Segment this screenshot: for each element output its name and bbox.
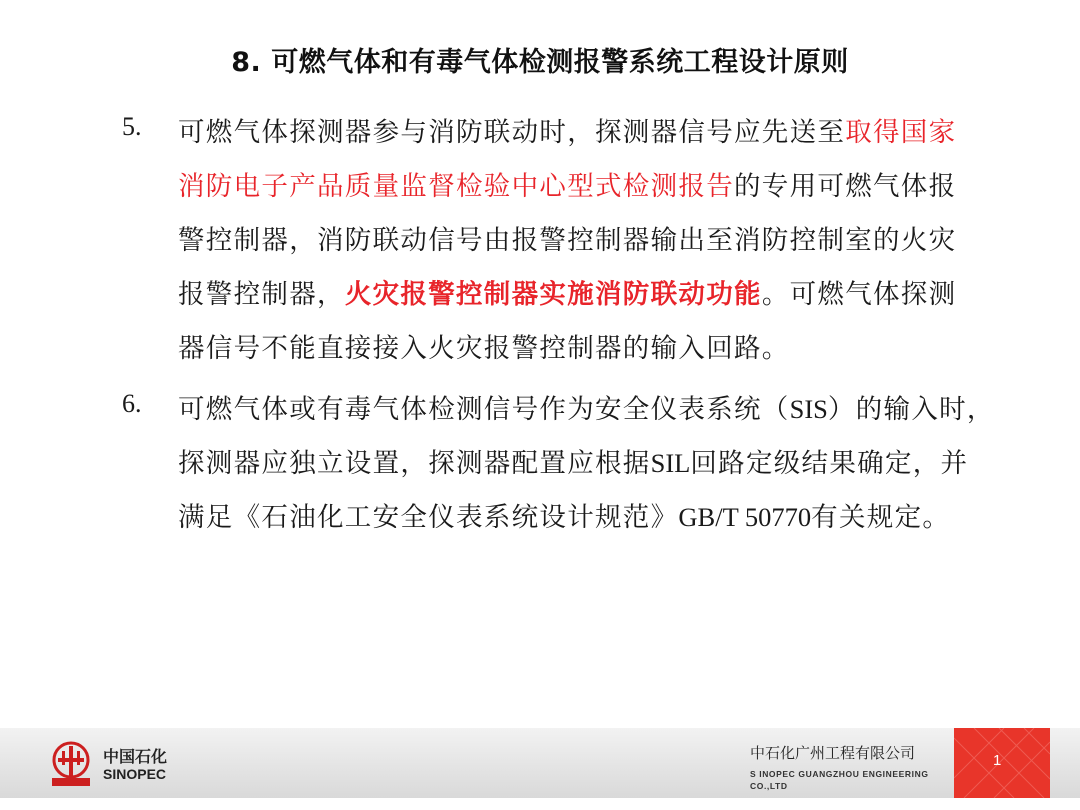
company-english-name bbox=[750, 768, 940, 792]
item5-line-3 bbox=[178, 218, 956, 257]
highlight-text: 消防电子产品质量监督检验中心型式检测报告 bbox=[178, 171, 734, 202]
item6-line-1 bbox=[178, 387, 995, 426]
company-english-line-1: S INOPEC GUANGZHOU ENGINEERING bbox=[750, 769, 929, 779]
sinopec-logo-icon bbox=[48, 740, 94, 790]
text-run: 器信号不能直接接入火灾报警控制器的输入回路。 bbox=[178, 333, 790, 364]
text-run: 。可燃气体探测 bbox=[761, 279, 957, 310]
text-run: 满足《石油化工安全仪表系统设计规范》 bbox=[178, 502, 679, 533]
text-run: SIL bbox=[650, 448, 691, 478]
item-number: 5. bbox=[122, 112, 142, 141]
text-run: 可燃气体探测器参与消防联动时，探测器信号应先送至 bbox=[178, 117, 846, 148]
text-run: 探测器应独立设置，探测器配置应根据 bbox=[178, 448, 651, 479]
item5-line-2 bbox=[178, 164, 956, 203]
highlight-bold-text: 火灾报警控制器实施消防联动功能 bbox=[344, 279, 762, 310]
company-english-line-2: CO.,LTD bbox=[750, 781, 788, 791]
item5-line-4 bbox=[178, 272, 956, 311]
text-run: GB/T 50770 bbox=[678, 502, 812, 532]
text-run: 回路定级结果确定，并 bbox=[690, 448, 969, 479]
footer-bar bbox=[0, 728, 1080, 798]
item5-line-1 bbox=[178, 110, 956, 149]
item6-line-2 bbox=[178, 441, 968, 480]
text-run: 报警控制器， bbox=[178, 279, 345, 310]
slide-title: 8. 可燃气体和有毒气体检测报警系统工程设计原则 bbox=[231, 47, 849, 78]
logo-english-name: SINOPEC bbox=[103, 766, 167, 782]
page-number: 1 bbox=[993, 752, 1002, 769]
text-run: SIS bbox=[789, 394, 828, 424]
text-run: ）的输入时， bbox=[827, 394, 995, 425]
page-number-tile bbox=[954, 728, 1050, 798]
tile-pattern-icon bbox=[954, 728, 1050, 798]
highlight-text: 取得国家 bbox=[845, 117, 957, 148]
item-number: 6. bbox=[122, 389, 142, 418]
company-chinese-name: 中石化广州工程有限公司 bbox=[750, 744, 916, 762]
logo-chinese-name: 中国石化 bbox=[103, 747, 168, 766]
text-run: 有关规定。 bbox=[811, 502, 951, 533]
text-run: 可燃气体或有毒气体检测信号作为安全仪表系统（ bbox=[178, 394, 790, 425]
item5-line-5 bbox=[178, 326, 790, 365]
item6-line-3 bbox=[178, 495, 950, 534]
text-run: 警控制器，消防联动信号由报警控制器输出至消防控制室的火灾 bbox=[178, 225, 957, 256]
text-run: 的专用可燃气体报 bbox=[734, 171, 957, 202]
